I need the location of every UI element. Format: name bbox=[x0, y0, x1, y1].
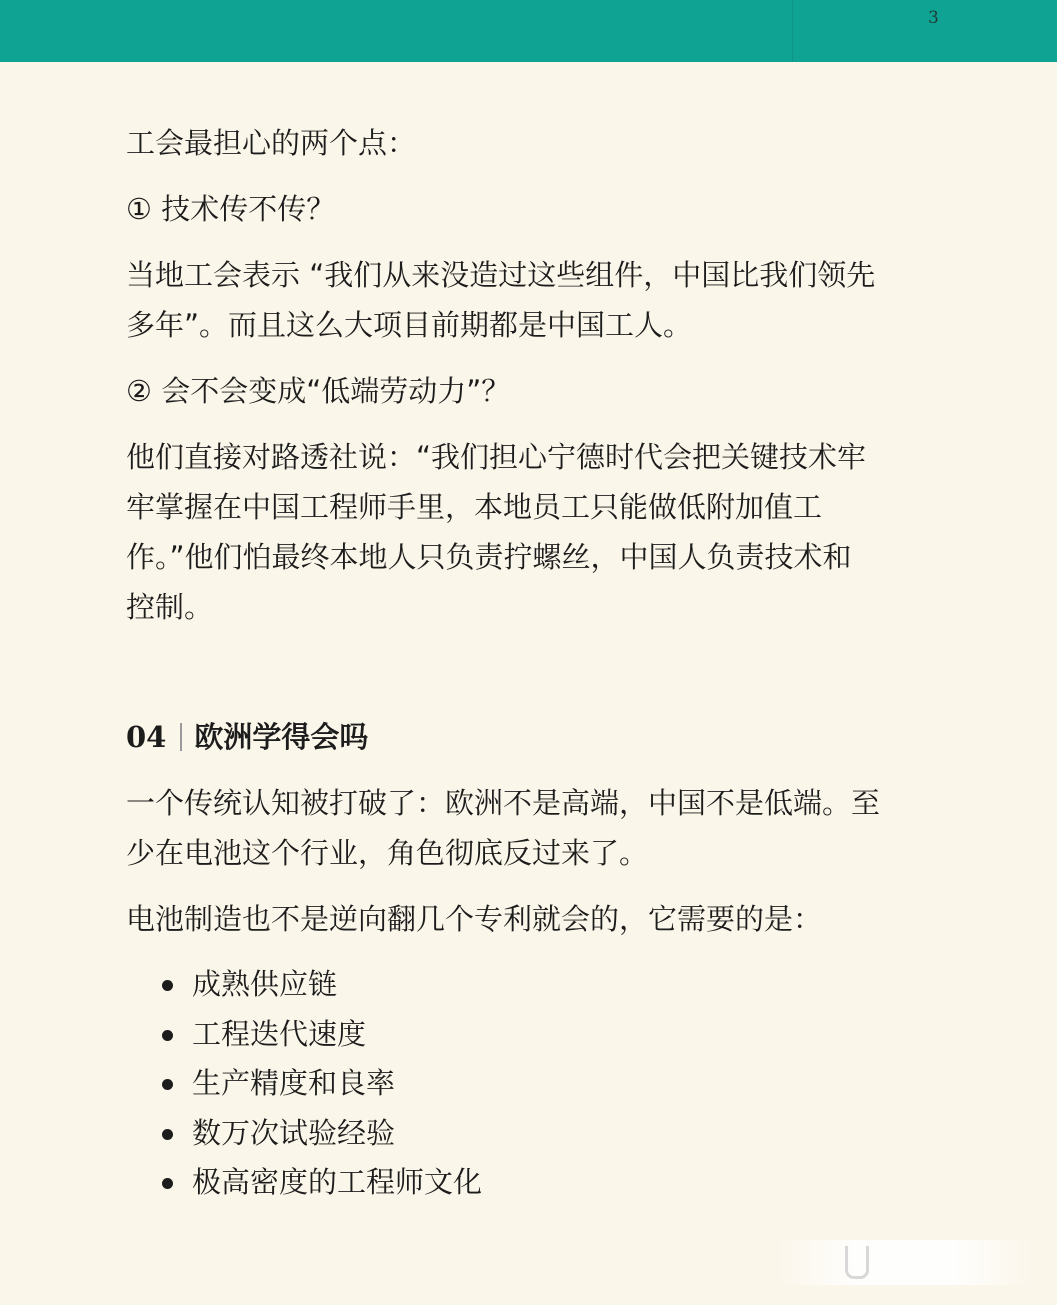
bullet-dot-icon bbox=[162, 980, 173, 991]
watermark-logo-icon bbox=[845, 1246, 869, 1279]
article-content bbox=[126, 118, 966, 1208]
section-heading bbox=[126, 712, 966, 762]
section-para1-line1: 一个传统认知被打破了：欧洲不是高端，中国不是低端。至 bbox=[126, 786, 881, 820]
bullet-dot-icon bbox=[162, 1178, 173, 1189]
list-item-text: 工程迭代速度 bbox=[192, 1016, 367, 1051]
page-number: 3 bbox=[928, 8, 939, 28]
section-number: 04 bbox=[126, 720, 167, 754]
list-item bbox=[162, 1109, 966, 1159]
requirements-list bbox=[126, 960, 966, 1208]
list-item-text: 数万次试验经验 bbox=[192, 1115, 396, 1150]
point2-text-line1: 他们直接对路透社说：“我们担心宁德时代会把关键技术牢 bbox=[126, 440, 867, 474]
point2-title: ② 会不会变成“低端劳动力”？ bbox=[126, 374, 511, 408]
list-item-text: 成熟供应链 bbox=[192, 967, 338, 1001]
section-para1-line2: 少在电池这个行业，角色彻底反过来了。 bbox=[126, 836, 649, 870]
top-bar bbox=[0, 0, 1057, 62]
list-item bbox=[162, 960, 966, 1010]
section-para2: 电池制造也不是逆向翻几个专利就会的，它需要的是： bbox=[126, 902, 823, 936]
list-item-text: 极高密度的工程师文化 bbox=[192, 1165, 483, 1199]
list-item-text: 生产精度和良率 bbox=[192, 1066, 396, 1100]
bullet-dot-icon bbox=[162, 1079, 173, 1090]
section-title: 欧洲学得会吗 bbox=[194, 720, 369, 754]
intro-text: 工会最担心的两个点： bbox=[126, 126, 417, 160]
point1-text-line1: 当地工会表示 “我们从来没造过这些组件，中国比我们领先 bbox=[126, 258, 876, 292]
bullet-dot-icon bbox=[162, 1030, 173, 1041]
point2-text-line3: 作。”他们怕最终本地人只负责拧螺丝，中国人负责技术和 bbox=[126, 540, 852, 574]
list-item bbox=[162, 1158, 966, 1208]
top-bar-divider bbox=[792, 0, 793, 62]
section-separator bbox=[180, 723, 182, 751]
point2-text-line2: 牢掌握在中国工程师手里，本地员工只能做低附加值工 bbox=[126, 490, 823, 524]
point1-text-line2: 多年”。而且这么大项目前期都是中国工人。 bbox=[126, 308, 693, 342]
bullet-dot-icon bbox=[162, 1129, 173, 1140]
point1-title: ① 技术传不传？ bbox=[126, 192, 336, 226]
list-item bbox=[162, 1010, 966, 1060]
watermark bbox=[775, 1240, 1035, 1285]
list-item bbox=[162, 1059, 966, 1109]
point2-text-line4: 控制。 bbox=[126, 590, 214, 624]
